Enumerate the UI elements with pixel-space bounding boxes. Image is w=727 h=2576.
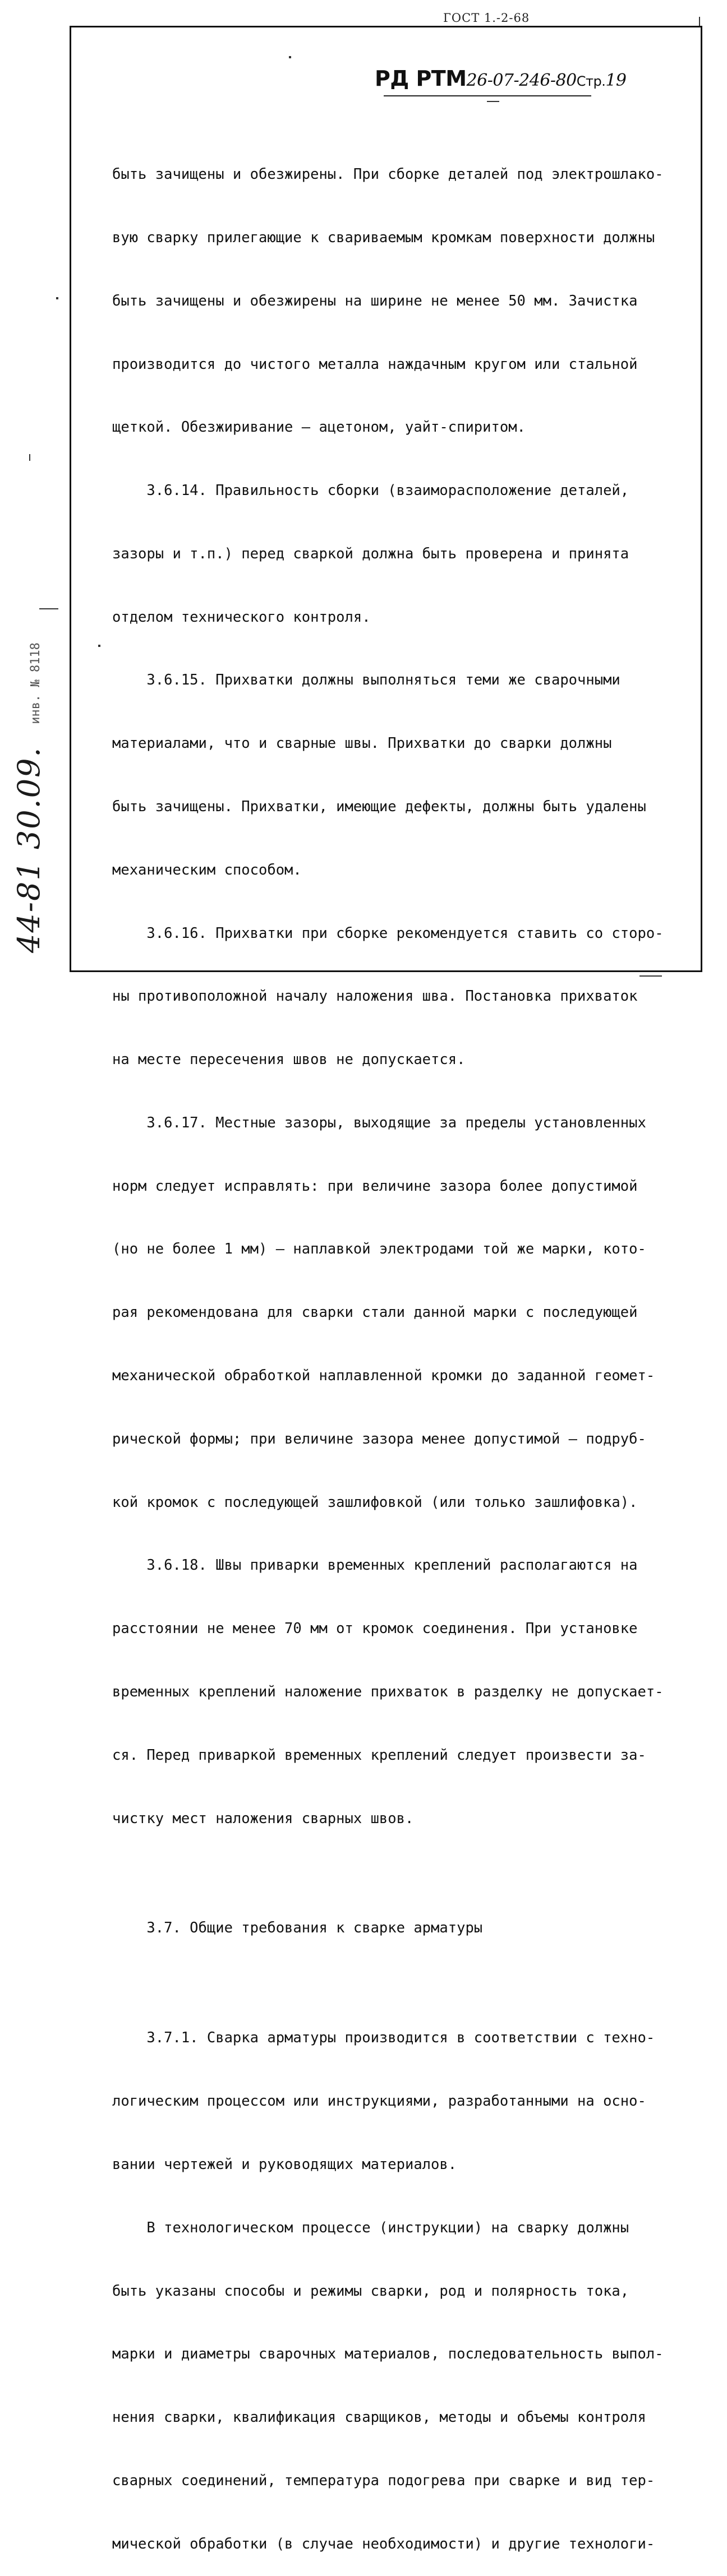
document-body bbox=[112, 122, 673, 2576]
section-line: В технологическом процессе (инструкции) на сварку должны bbox=[112, 2219, 629, 2236]
spacer bbox=[112, 1981, 673, 1986]
body-line: 3.6.15. Прихватки должны выполняться теми же сварочными bbox=[112, 672, 620, 689]
body-line: рической формы; при величине зазора менее допустимой – подруб- bbox=[112, 1430, 646, 1447]
body-line: норм следует исправлять: при величине зазора более допустимой bbox=[112, 1177, 638, 1195]
edge-mark bbox=[699, 17, 700, 26]
handwritten-margin-note bbox=[11, 642, 47, 953]
body-line: (но не более 1 мм) – наплавкой электродами той же марки, кото- bbox=[112, 1241, 646, 1258]
body-line: чистку мест наложения сварных швов. bbox=[112, 1810, 414, 1827]
section-line: сварных соединений, температура подогрева при сварке и вид тер- bbox=[112, 2472, 655, 2489]
body-line: 3.6.17. Местные зазоры, выходящие за пределы установленных bbox=[112, 1114, 646, 1131]
body-line: производится до чистого металла наждачным кругом или стальной bbox=[112, 355, 638, 373]
document-code-stamp bbox=[375, 66, 627, 91]
section-line: логическим процессом или инструкциями, разработанными на осно- bbox=[112, 2093, 646, 2110]
body-line: кой кромок с последующей зашлифовкой (или только зашлифовка). bbox=[112, 1493, 638, 1511]
body-line: временных креплений наложение прихваток в разделку не допускает- bbox=[112, 1683, 664, 1700]
body-line: быть зачищены и обезжирены. При сборке деталей под электрошлако- bbox=[112, 166, 664, 183]
doc-code: РТМ bbox=[416, 66, 467, 91]
scan-speck bbox=[98, 645, 100, 647]
scan-dash bbox=[639, 975, 662, 977]
section-line: марки и диаметры сварочных материалов, последовательность выпол- bbox=[112, 2346, 664, 2363]
body-line: отделом технического контроля. bbox=[112, 608, 371, 626]
handwritten-inventory-number: 44-81 30.09. bbox=[11, 746, 47, 953]
body-line: 3.6.16. Прихватки при сборке рекомендуется ставить со сторо- bbox=[112, 924, 664, 942]
body-line: материалами, что и сварные швы. Прихватки до сварки должны bbox=[112, 735, 612, 752]
section-line: нения сварки, квалификация сварщиков, методы и объемы контроля bbox=[112, 2409, 646, 2426]
section-line: вании чертежей и руководящих материалов. bbox=[112, 2156, 457, 2173]
scan-speck bbox=[289, 56, 291, 58]
section-line: 3.7.1. Сварка арматуры производится в соответствии с техно- bbox=[112, 2029, 655, 2047]
body-line: расстоянии не менее 70 мм от кромок соединения. При установке bbox=[112, 1620, 638, 1638]
body-line: зазоры и т.п.) перед сваркой должна быть проверена и принята bbox=[112, 545, 629, 562]
stamp-underline bbox=[384, 95, 591, 96]
page-label: Стр. bbox=[576, 73, 606, 89]
section-heading: 3.7. Общие требования к сварке арматуры bbox=[112, 1920, 483, 1937]
body-line: быть зачищены и обезжирены на ширине не менее 50 мм. Зачистка bbox=[112, 292, 638, 309]
body-line: механической обработкой наплавленной кромки до заданной геомет- bbox=[112, 1367, 655, 1385]
body-line: щеткой. Обезжиривание – ацетоном, уайт-спиритом. bbox=[112, 419, 526, 436]
doc-prefix: РД bbox=[375, 66, 409, 91]
spacer bbox=[112, 1871, 673, 1876]
body-line: рая рекомендована для сварки стали данной марки с последующей bbox=[112, 1304, 638, 1321]
scan-tick bbox=[29, 454, 30, 461]
gost-reference: ГОСТ 1.-2-68 bbox=[443, 11, 530, 25]
body-line: на месте пересечения швов не допускается. bbox=[112, 1051, 466, 1069]
faint-stamp-text: инв. № 8118 bbox=[29, 642, 43, 724]
body-line: механическим способом. bbox=[112, 861, 302, 878]
body-line: 3.6.18. Швы приварки временных креплений располагаются на bbox=[112, 1557, 638, 1574]
scan-dash bbox=[487, 101, 499, 102]
body-line: ся. Перед приваркой временных креплений следует произвести за- bbox=[112, 1746, 646, 1764]
body-line: 3.6.14. Правильность сборки (взаиморасположение деталей, bbox=[112, 482, 629, 500]
scan-dash bbox=[39, 608, 58, 609]
body-line: ны противоположной началу наложения шва. Постановка прихваток bbox=[112, 988, 638, 1005]
page-number: 19 bbox=[605, 71, 627, 90]
section-line: мической обработки (в случае необходимости) и другие технологи- bbox=[112, 2535, 655, 2552]
scan-speck bbox=[56, 297, 58, 299]
doc-number: 26-07-246-80 bbox=[466, 71, 577, 90]
section-line: быть указаны способы и режимы сварки, род и полярность тока, bbox=[112, 2282, 629, 2300]
body-line: быть зачищены. Прихватки, имеющие дефекты, должны быть удалены bbox=[112, 798, 646, 815]
body-line: вую сварку прилегающие к свариваемым кромкам поверхности должны bbox=[112, 229, 655, 246]
